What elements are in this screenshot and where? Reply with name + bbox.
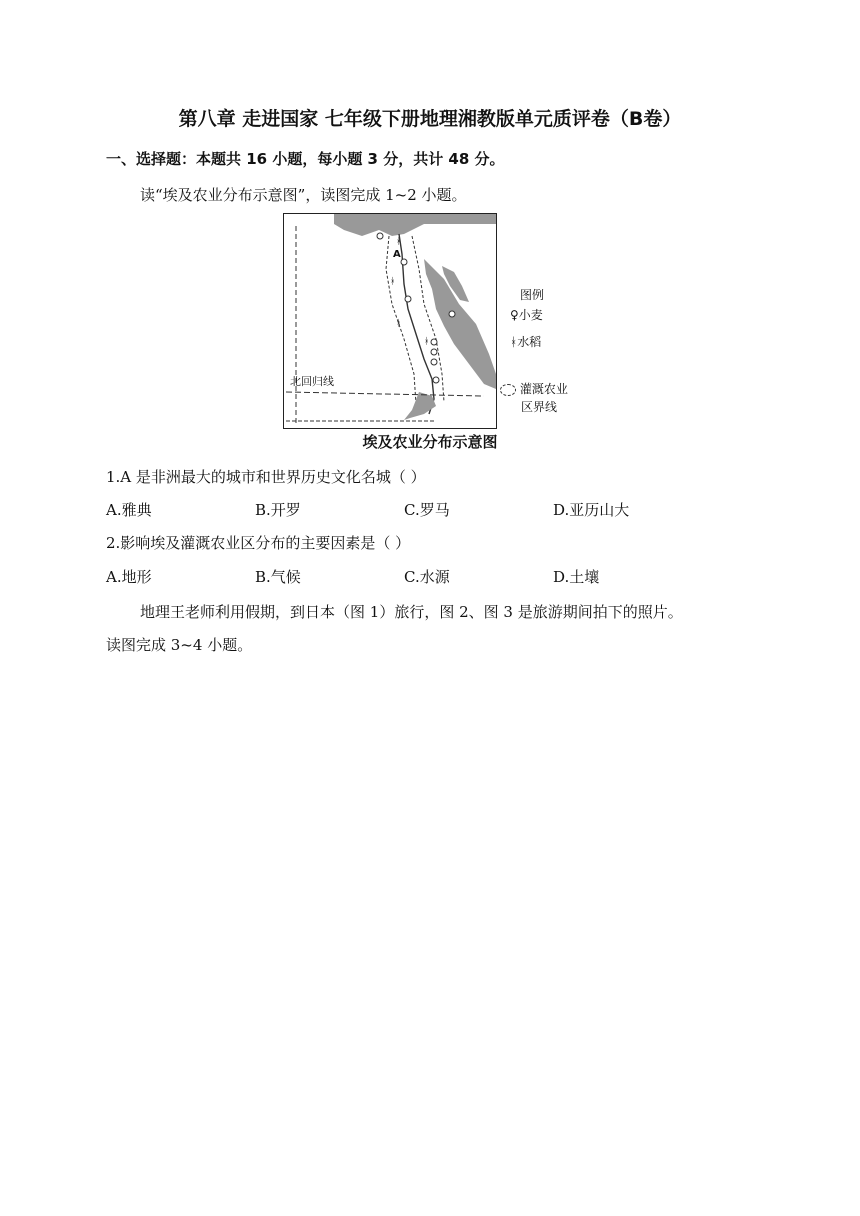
- map-intro: 读“埃及农业分布示意图”，读图完成 1~2 小题。: [140, 186, 467, 204]
- wheat-icon: [377, 233, 383, 239]
- rice-icon: ᚼ: [424, 337, 430, 347]
- irrigation-boundary-icon: [500, 384, 516, 396]
- map-caption: 埃及农业分布示意图: [362, 433, 498, 451]
- city-a-label: A: [393, 249, 401, 260]
- legend-rice: ᚼ水稻: [510, 335, 542, 349]
- wheat-icon: [431, 359, 437, 365]
- mediterranean-sea: [334, 214, 496, 236]
- wheat-icon: [401, 259, 407, 265]
- wheat-icon: ♀: [510, 308, 519, 322]
- question-1-stem: 1.A 是非洲最大的城市和世界历史文化名城（ ）: [106, 468, 426, 486]
- wheat-icon: [431, 349, 437, 355]
- question-1-option-d[interactable]: D.亚历山大: [553, 501, 630, 519]
- red-sea: [424, 259, 496, 389]
- question-2-option-b[interactable]: B.气候: [255, 568, 301, 586]
- section-heading: 一、选择题：本题共 16 小题，每小题 3 分，共计 48 分。: [106, 150, 505, 168]
- page-title: 第八章 走进国家 七年级下册地理湘教版单元质评卷（B卷）: [178, 108, 682, 130]
- passage-line-2: 读图完成 3~4 小题。: [106, 636, 253, 654]
- map-drawing: [284, 214, 496, 428]
- egypt-agriculture-map: [283, 213, 497, 429]
- wheat-icon: [433, 377, 439, 383]
- tropic-label: 北回归线: [290, 375, 334, 388]
- question-2-option-c[interactable]: C.水源: [404, 568, 450, 586]
- passage-line-1: 地理王老师利用假期，到日本（图 1）旅行，图 2、图 3 是旅游期间拍下的照片。: [140, 603, 683, 621]
- rice-icon: ᚼ: [510, 335, 518, 349]
- legend-title: 图例: [520, 288, 545, 302]
- question-1-option-a[interactable]: A.雅典: [106, 501, 152, 519]
- legend-irrigation: 灌溉农业: [500, 380, 568, 397]
- wheat-icon: [405, 296, 411, 302]
- question-1-option-b[interactable]: B.开罗: [255, 501, 301, 519]
- question-2-stem: 2.影响埃及灌溉农业区分布的主要因素是（ ）: [106, 534, 411, 552]
- question-2-option-a[interactable]: A.地形: [106, 568, 152, 586]
- question-1-option-c[interactable]: C.罗马: [404, 501, 450, 519]
- legend-wheat: ♀小麦: [510, 308, 543, 322]
- legend-irrigation-2: 区界线: [521, 400, 558, 414]
- rice-icon: ᚼ: [396, 319, 402, 329]
- wheat-icon: [431, 339, 437, 345]
- tropic-of-cancer-line: [286, 392, 484, 396]
- lake-nasser: [404, 392, 436, 420]
- rice-icon: ᚼ: [390, 277, 396, 287]
- question-2-option-d[interactable]: D.土壤: [553, 568, 600, 586]
- wheat-icon: [449, 311, 455, 317]
- rice-icon: ᚼ: [396, 237, 402, 247]
- irrigation-boundary-east: [412, 236, 444, 402]
